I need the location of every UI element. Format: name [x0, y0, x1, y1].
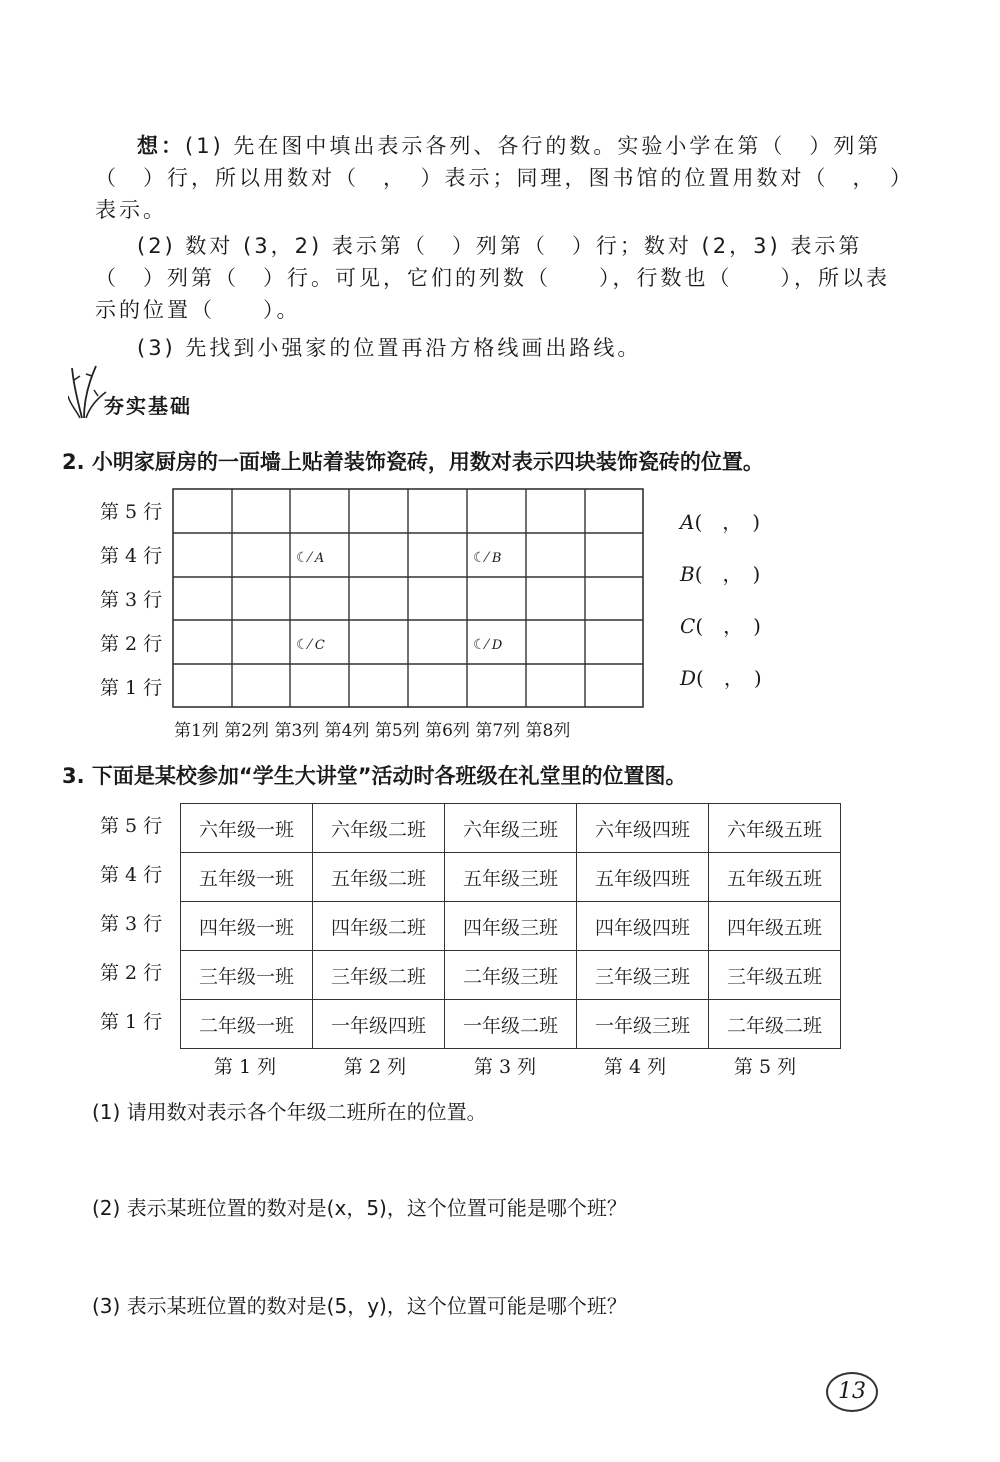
- q2-row-label: 第 4 行: [100, 545, 163, 567]
- table-cell: 二年级三班: [445, 951, 577, 1000]
- table-cell: 五年级三班: [445, 853, 577, 902]
- q3-row-label: 第 5 行: [100, 815, 163, 837]
- hint-label: 想：: [137, 134, 185, 158]
- hint-paragraph: [95, 130, 915, 364]
- q3-column-label: 第 1 列: [213, 1056, 277, 1078]
- q2-answers: [680, 506, 762, 714]
- tile-decoration-icon: ☾⁄: [296, 637, 311, 653]
- q3-column-label: 第 3 列: [473, 1056, 537, 1078]
- table-cell: 六年级一班: [181, 804, 313, 853]
- table-cell: 五年级二班: [313, 853, 445, 902]
- tile-grid-lines: [172, 488, 644, 708]
- table-row: [181, 1000, 841, 1049]
- tile-decoration-icon: ☾⁄: [473, 550, 488, 566]
- table-cell: 五年级一班: [181, 853, 313, 902]
- table-cell: 六年级三班: [445, 804, 577, 853]
- q3-column-labels: [180, 1052, 840, 1079]
- q2-row-label: 第 1 行: [100, 677, 163, 699]
- tile-decoration-icon: ☾⁄: [473, 637, 488, 653]
- q2-column-labels: 第1列 第2列 第3列 第4列 第5列 第6列 第7列 第8列: [174, 721, 571, 741]
- table-cell: 三年级五班: [709, 951, 841, 1000]
- table-cell: 六年级四班: [577, 804, 709, 853]
- tile-letter: D: [491, 638, 503, 653]
- section-title: 夯实基础: [104, 394, 192, 418]
- table-cell: 一年级三班: [577, 1000, 709, 1049]
- answer-blank[interactable]: ( ， ): [694, 562, 761, 586]
- table-cell: 六年级二班: [313, 804, 445, 853]
- table-cell: 二年级二班: [709, 1000, 841, 1049]
- hint-part1-line1: (1) 先在图中填出表示各列、各行的数。实验小学在第（ ）列第: [185, 134, 882, 158]
- section-header: [68, 362, 208, 422]
- question-2-text: 2. 小明家厨房的一面墙上贴着装饰瓷砖，用数对表示四块装饰瓷砖的位置。: [62, 450, 764, 474]
- answer-letter: A: [680, 510, 695, 534]
- hint-part1-line2: （ ）行，所以用数对（ ， ）表示；同理，图书馆的位置用数对（ ， ）: [95, 166, 914, 190]
- tile-letter: B: [491, 551, 502, 566]
- answer-blank[interactable]: ( ， ): [696, 666, 762, 690]
- answer-blank[interactable]: ( ， ): [694, 510, 761, 534]
- answer-letter: B: [680, 562, 695, 586]
- table-row: [181, 804, 841, 853]
- tile-b: [473, 550, 501, 566]
- table-cell: 六年级五班: [709, 804, 841, 853]
- q2-row-label: 第 5 行: [100, 501, 163, 523]
- hint-part1-line3: 表示。: [95, 198, 167, 222]
- tile-decoration-icon: ☾⁄: [296, 550, 311, 566]
- tile-d: [473, 637, 502, 653]
- hint-part2-line3: 示的位置（ ）。: [95, 298, 301, 322]
- question-3-text: 3. 下面是某校参加“学生大讲堂”活动时各班级在礼堂里的位置图。: [62, 764, 687, 788]
- answer-a: [680, 506, 762, 558]
- table-cell: 一年级四班: [313, 1000, 445, 1049]
- table-row: [181, 902, 841, 951]
- q3-sub-question-3: (3) 表示某班位置的数对是(5，y)，这个位置可能是哪个班？: [92, 1294, 627, 1318]
- table-row: [181, 853, 841, 902]
- q3-row-label: 第 4 行: [100, 864, 163, 886]
- table-cell: 一年级二班: [445, 1000, 577, 1049]
- table-cell: 五年级四班: [577, 853, 709, 902]
- table-cell: 四年级二班: [313, 902, 445, 951]
- hint-part3-line1: (3) 先找到小强家的位置再沿方格线画出路线。: [137, 336, 642, 360]
- table-cell: 三年级一班: [181, 951, 313, 1000]
- answer-b: [680, 558, 762, 610]
- q2-row-labels: [100, 490, 170, 710]
- q3-column-label: 第 2 列: [343, 1056, 407, 1078]
- hint-part2-line2: （ ）列第（ ）行。可见，它们的列数（ ），行数也（ ），所以表: [95, 266, 890, 290]
- q3-sub-question-2: (2) 表示某班位置的数对是(x，5)，这个位置可能是哪个班？: [92, 1196, 627, 1220]
- table-cell: 四年级三班: [445, 902, 577, 951]
- table-cell: 二年级一班: [181, 1000, 313, 1049]
- seating-table: [180, 803, 841, 1049]
- q2-row-label: 第 2 行: [100, 633, 163, 655]
- page-number: 13: [826, 1372, 878, 1412]
- q3-column-label: 第 5 列: [733, 1056, 797, 1078]
- table-cell: 四年级五班: [709, 902, 841, 951]
- tile-letter: A: [314, 551, 325, 566]
- tile-grid: [172, 488, 644, 708]
- q3-row-label: 第 2 行: [100, 962, 163, 984]
- answer-letter: D: [680, 666, 697, 690]
- q2-row-label: 第 3 行: [100, 589, 163, 611]
- q3-row-labels: [100, 803, 175, 1048]
- table-cell: 四年级一班: [181, 902, 313, 951]
- hint-part2-line1: (2) 数对 (3，2) 表示第（ ）列第（ ）行；数对 (2，3) 表示第: [137, 234, 863, 258]
- table-cell: 四年级四班: [577, 902, 709, 951]
- table-row: [181, 951, 841, 1000]
- tile-c: [296, 637, 325, 653]
- answer-letter: C: [680, 614, 696, 638]
- answer-d: [680, 662, 762, 714]
- q3-sub-question-1: (1) 请用数对表示各个年级二班所在的位置。: [92, 1100, 487, 1124]
- plant-icon: [68, 362, 108, 420]
- tile-letter: C: [314, 638, 325, 653]
- tile-a: [296, 550, 324, 566]
- table-cell: 五年级五班: [709, 853, 841, 902]
- q3-row-label: 第 3 行: [100, 913, 163, 935]
- q3-column-label: 第 4 列: [603, 1056, 667, 1078]
- q3-row-label: 第 1 行: [100, 1011, 163, 1033]
- table-cell: 三年级二班: [313, 951, 445, 1000]
- answer-blank[interactable]: ( ， ): [695, 614, 761, 638]
- table-cell: 三年级三班: [577, 951, 709, 1000]
- answer-c: [680, 610, 762, 662]
